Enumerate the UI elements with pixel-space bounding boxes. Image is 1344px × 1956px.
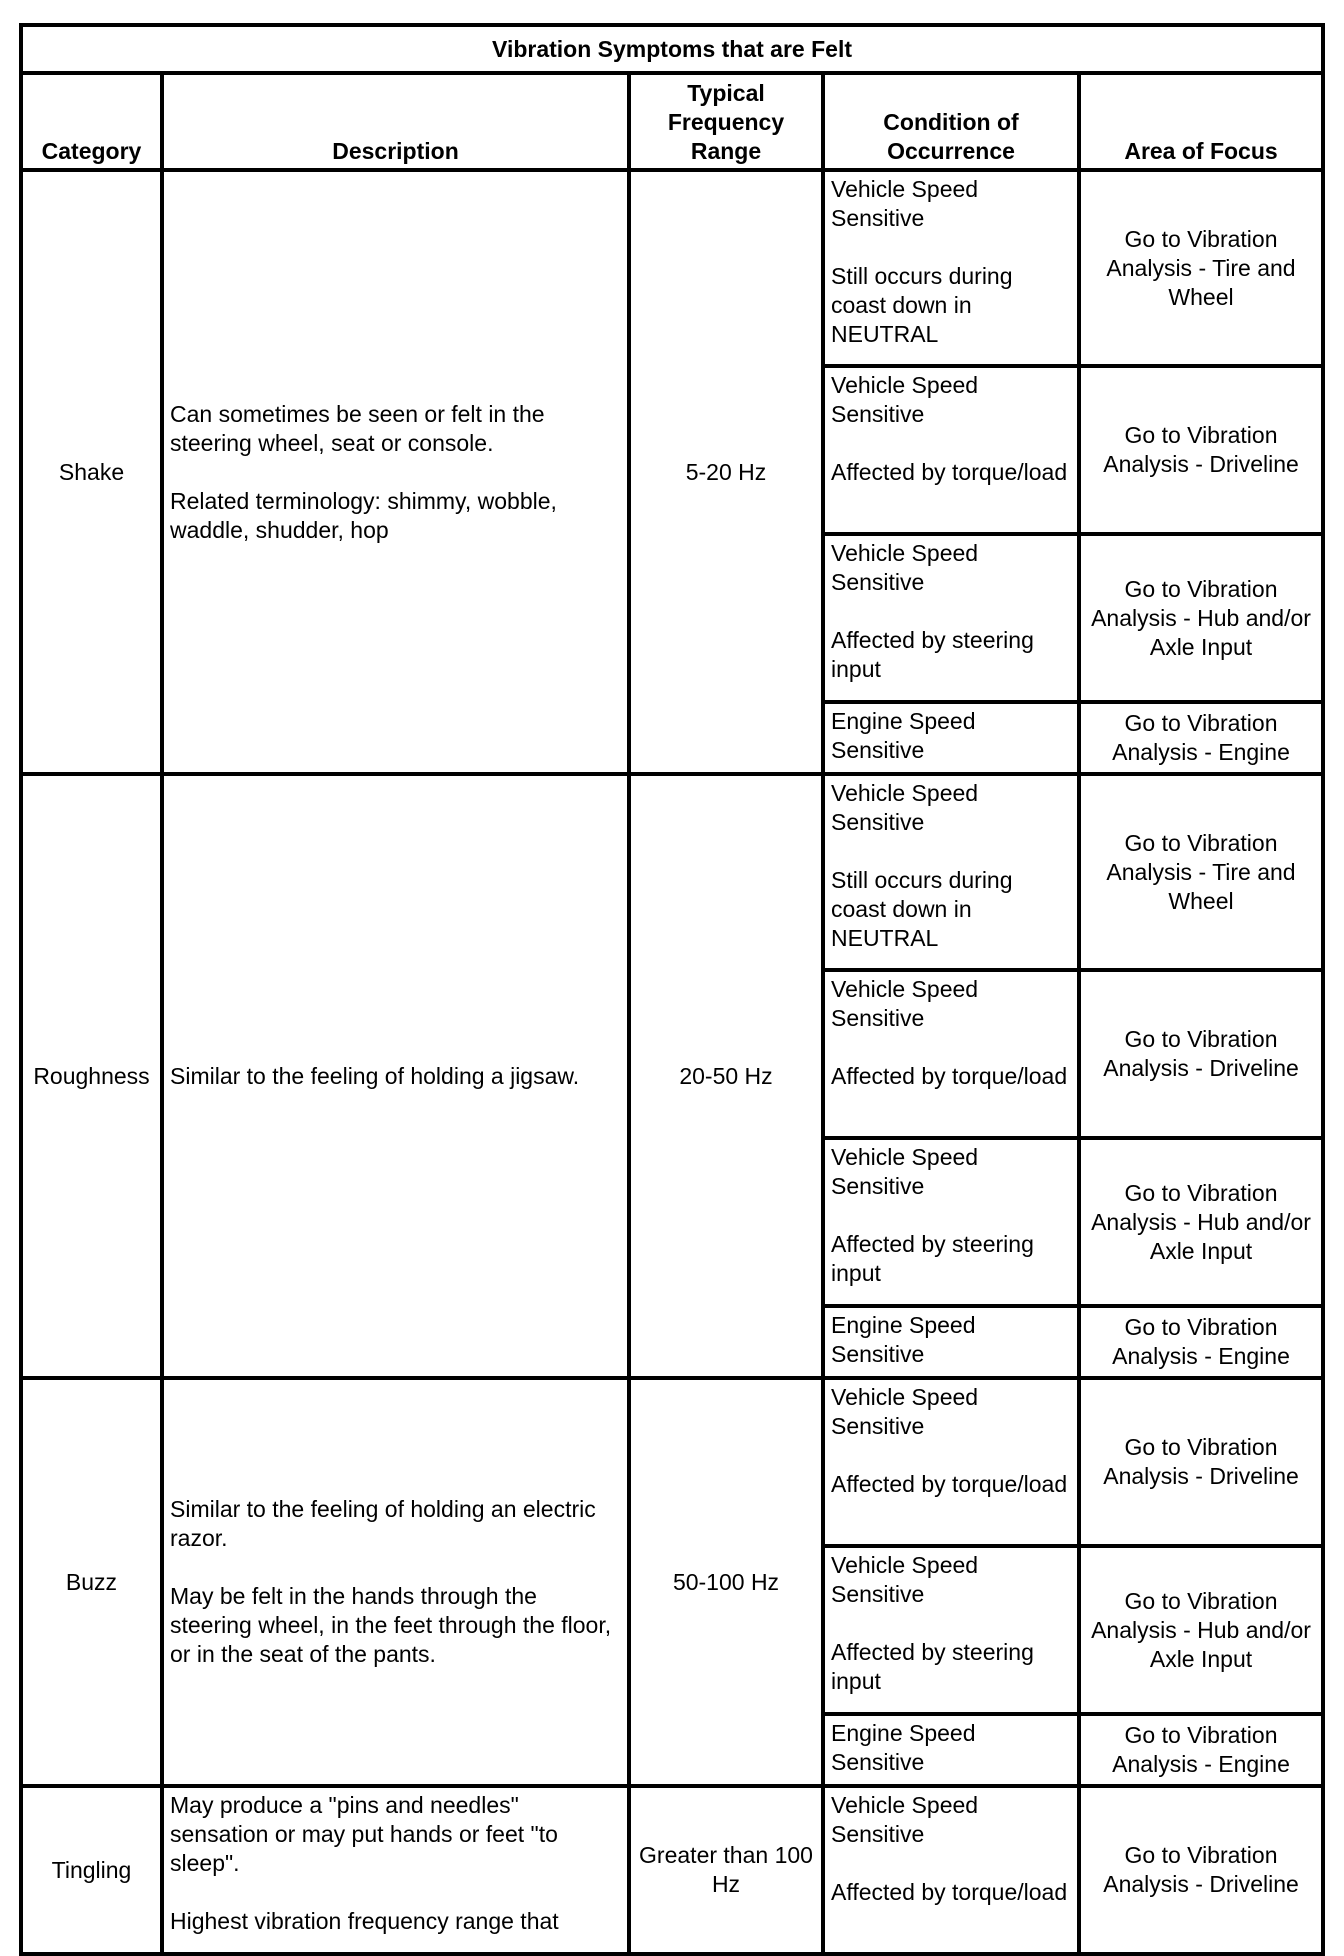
condition-cell [823,170,1079,366]
vibration-symptoms-table [19,23,1325,1956]
condition-line: Vehicle Speed Sensitive [831,1384,979,1439]
condition-line: Still occurs during coast down in NEUTRAL [831,867,1013,951]
condition-line: Still occurs during coast down in NEUTRAL [831,263,1013,347]
condition-line: Engine Speed Sensitive [831,1720,976,1775]
category-cell: Buzz [21,1378,162,1786]
table-row [21,774,1323,970]
category-cell: Roughness [21,774,162,1378]
condition-line: Vehicle Speed Sensitive [831,1144,979,1199]
table-row [21,170,1323,366]
header-frequency: Typical Frequency Range [629,73,823,170]
description-paragraph: Can sometimes be seen or felt in the steering wheel, seat or console. [170,400,545,456]
condition-line: Engine Speed Sensitive [831,1312,976,1367]
condition-cell [823,1546,1079,1714]
header-condition: Condition of Occurrence [823,73,1079,170]
condition-line: Vehicle Speed Sensitive [831,976,979,1031]
area-of-focus-cell: Go to Vibration Analysis - Hub and/or Axle Input [1079,534,1323,702]
condition-cell [823,1138,1079,1306]
description-paragraph: May be felt in the hands through the steering wheel, in the feet through the floor, or in the seat of the pants. [170,1583,612,1667]
condition-line: Vehicle Speed Sensitive [831,176,979,231]
condition-cell [823,1306,1079,1378]
condition-cell [823,366,1079,534]
condition-line: Affected by steering input [831,1231,1034,1286]
area-of-focus-cell: Go to Vibration Analysis - Tire and Wheel [1079,170,1323,366]
description-cell [162,1378,629,1786]
area-of-focus-cell: Go to Vibration Analysis - Driveline [1079,1786,1323,1954]
table-row [21,1378,1323,1546]
description-cell [162,774,629,1378]
condition-line: Affected by steering input [831,627,1034,682]
frequency-cell: 20-50 Hz [629,774,823,1378]
description-paragraph: Highest vibration frequency range that [170,1908,559,1934]
frequency-cell: Greater than 100 Hz [629,1786,823,1954]
condition-line: Affected by torque/load [831,1879,1068,1905]
category-cell: Tingling [21,1786,162,1954]
area-of-focus-cell: Go to Vibration Analysis - Hub and/or Axle Input [1079,1138,1323,1306]
description-paragraph: Related terminology: shimmy, wobble, waddle, shudder, hop [170,487,557,543]
area-of-focus-cell: Go to Vibration Analysis - Hub and/or Axle Input [1079,1546,1323,1714]
area-of-focus-cell: Go to Vibration Analysis - Engine [1079,1306,1323,1378]
description-cell [162,1786,629,1954]
condition-line: Affected by torque/load [831,1471,1068,1497]
header-category: Category [21,73,162,170]
condition-cell [823,702,1079,774]
condition-line: Vehicle Speed Sensitive [831,780,979,835]
table-title: Vibration Symptoms that are Felt [21,25,1323,73]
condition-cell [823,1378,1079,1546]
table-row [21,1786,1323,1954]
condition-cell [823,970,1079,1138]
condition-cell [823,534,1079,702]
area-of-focus-cell: Go to Vibration Analysis - Driveline [1079,366,1323,534]
condition-line: Affected by steering input [831,1639,1034,1694]
description-cell [162,170,629,774]
condition-line: Vehicle Speed Sensitive [831,1552,979,1607]
condition-cell [823,1714,1079,1786]
area-of-focus-cell: Go to Vibration Analysis - Engine [1079,1714,1323,1786]
description-paragraph: Similar to the feeling of holding an electric razor. [170,1496,596,1551]
area-of-focus-cell: Go to Vibration Analysis - Driveline [1079,970,1323,1138]
header-area: Area of Focus [1079,73,1323,170]
area-of-focus-cell: Go to Vibration Analysis - Tire and Wheel [1079,774,1323,970]
area-of-focus-cell: Go to Vibration Analysis - Engine [1079,702,1323,774]
header-description: Description [162,73,629,170]
frequency-cell: 50-100 Hz [629,1378,823,1786]
condition-line: Engine Speed Sensitive [831,708,976,763]
condition-line: Vehicle Speed Sensitive [831,1792,979,1847]
condition-cell [823,1786,1079,1954]
condition-cell [823,774,1079,970]
description-paragraph: Similar to the feeling of holding a jigsaw. [170,1062,580,1089]
frequency-cell: 5-20 Hz [629,170,823,774]
area-of-focus-cell: Go to Vibration Analysis - Driveline [1079,1378,1323,1546]
condition-line: Vehicle Speed Sensitive [831,372,979,427]
condition-line: Vehicle Speed Sensitive [831,540,979,595]
condition-line: Affected by torque/load [831,1063,1068,1089]
category-cell: Shake [21,170,162,774]
condition-line: Affected by torque/load [831,459,1068,485]
description-paragraph: May produce a "pins and needles" sensation or may put hands or feet "to sleep". [170,1792,558,1876]
